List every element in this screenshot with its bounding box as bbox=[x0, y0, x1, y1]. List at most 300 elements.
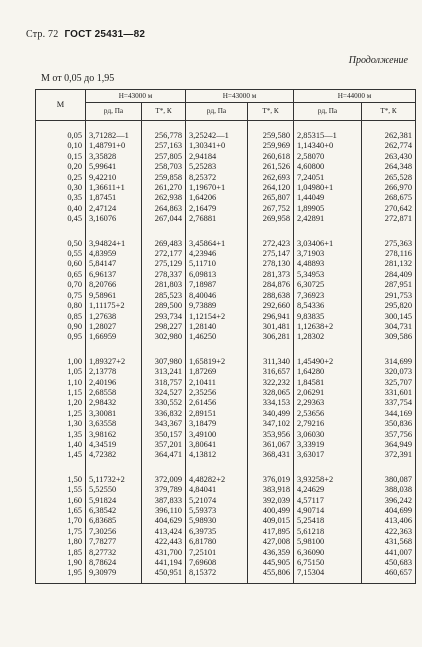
cell-m: 1,20 bbox=[36, 398, 86, 408]
cell-p2: 2,76881 bbox=[186, 214, 248, 224]
cell-t2: 261,526 bbox=[248, 162, 294, 172]
temperature-header: T*, К bbox=[362, 103, 416, 121]
cell-m: 1,80 bbox=[36, 537, 86, 547]
cell-p2: 1,28140 bbox=[186, 322, 248, 332]
cell-p3: 6,36090 bbox=[294, 548, 362, 558]
table-row bbox=[36, 430, 416, 440]
cell-t2: 281,373 bbox=[248, 270, 294, 280]
table-body bbox=[36, 121, 416, 584]
cell-p1: 2,13778 bbox=[86, 367, 142, 377]
cell-m: 1,60 bbox=[36, 496, 86, 506]
cell-p2: 8,15372 bbox=[186, 568, 248, 578]
table-row bbox=[36, 301, 416, 311]
cell-p1: 3,16076 bbox=[86, 214, 142, 224]
spacer-cell bbox=[248, 461, 294, 475]
cell-t1: 431,700 bbox=[142, 548, 186, 558]
table-row bbox=[36, 537, 416, 547]
cell-p2: 2,10411 bbox=[186, 378, 248, 388]
cell-t2: 264,120 bbox=[248, 183, 294, 193]
cell-p2: 6,39735 bbox=[186, 527, 248, 537]
cell-p1: 4,72382 bbox=[86, 450, 142, 460]
temperature-header: T*, К bbox=[142, 103, 186, 121]
spacer-cell bbox=[248, 343, 294, 357]
spacer-cell bbox=[36, 343, 86, 357]
cell-p3: 2,29363 bbox=[294, 398, 362, 408]
cell-t3: 284,409 bbox=[362, 270, 416, 280]
cell-t3: 344,169 bbox=[362, 409, 416, 419]
cell-t3: 337,754 bbox=[362, 398, 416, 408]
table-row bbox=[36, 214, 416, 224]
cell-p2: 7,25101 bbox=[186, 548, 248, 558]
table-row bbox=[36, 568, 416, 578]
cell-p3: 3,03406+1 bbox=[294, 239, 362, 249]
pressure-header: pд, Па bbox=[86, 103, 142, 121]
cell-t1: 269,483 bbox=[142, 239, 186, 249]
table-row bbox=[36, 548, 416, 558]
cell-p3: 1,44049 bbox=[294, 193, 362, 203]
cell-t2: 353,956 bbox=[248, 430, 294, 440]
cell-p1: 3,30081 bbox=[86, 409, 142, 419]
cell-p2: 1,87269 bbox=[186, 367, 248, 377]
table-row bbox=[36, 378, 416, 388]
cell-p2: 2,89151 bbox=[186, 409, 248, 419]
cell-p2: 2,16479 bbox=[186, 204, 248, 214]
cell-p3: 1,04980+1 bbox=[294, 183, 362, 193]
table-row bbox=[36, 558, 416, 568]
cell-m: 1,45 bbox=[36, 450, 86, 460]
cell-p1: 6,38542 bbox=[86, 506, 142, 516]
cell-p2: 4,84041 bbox=[186, 485, 248, 495]
continuation-label: Продолжение bbox=[348, 55, 408, 66]
cell-p1: 1,66959 bbox=[86, 332, 142, 342]
cell-t1: 256,778 bbox=[142, 131, 186, 141]
spacer-cell bbox=[294, 461, 362, 475]
spacer-cell bbox=[186, 579, 248, 584]
row-spacer bbox=[36, 343, 416, 357]
cell-t1: 413,424 bbox=[142, 527, 186, 537]
cell-p3: 7,24051 bbox=[294, 173, 362, 183]
cell-t3: 396,242 bbox=[362, 496, 416, 506]
cell-t2: 427,008 bbox=[248, 537, 294, 547]
table-row bbox=[36, 450, 416, 460]
table-row bbox=[36, 485, 416, 495]
spacer-cell bbox=[294, 579, 362, 584]
cell-p3: 1,45490+2 bbox=[294, 357, 362, 367]
cell-p1: 1,87451 bbox=[86, 193, 142, 203]
cell-m: 0,05 bbox=[36, 131, 86, 141]
cell-m: 1,85 bbox=[36, 548, 86, 558]
cell-t2: 306,281 bbox=[248, 332, 294, 342]
cell-t2: 267,752 bbox=[248, 204, 294, 214]
spacer-cell bbox=[36, 225, 86, 239]
cell-t2: 436,359 bbox=[248, 548, 294, 558]
cell-t3: 295,820 bbox=[362, 301, 416, 311]
cell-p1: 6,83685 bbox=[86, 516, 142, 526]
table-row bbox=[36, 204, 416, 214]
spacer-cell bbox=[142, 579, 186, 584]
cell-m: 1,30 bbox=[36, 419, 86, 429]
cell-t1: 298,227 bbox=[142, 322, 186, 332]
cell-p3: 4,90714 bbox=[294, 506, 362, 516]
cell-p2: 4,13812 bbox=[186, 450, 248, 460]
cell-t3: 331,601 bbox=[362, 388, 416, 398]
cell-t3: 350,836 bbox=[362, 419, 416, 429]
cell-m: 0,25 bbox=[36, 173, 86, 183]
cell-p1: 5,52550 bbox=[86, 485, 142, 495]
cell-p3: 3,71903 bbox=[294, 249, 362, 259]
cell-m: 1,65 bbox=[36, 506, 86, 516]
cell-p1: 4,34519 bbox=[86, 440, 142, 450]
cell-t2: 392,039 bbox=[248, 496, 294, 506]
table-row bbox=[36, 516, 416, 526]
table-row bbox=[36, 152, 416, 162]
cell-t1: 281,803 bbox=[142, 280, 186, 290]
cell-m: 0,10 bbox=[36, 141, 86, 151]
cell-t3: 357,756 bbox=[362, 430, 416, 440]
spacer-cell bbox=[186, 461, 248, 475]
cell-p2: 7,18987 bbox=[186, 280, 248, 290]
m-column-header: M bbox=[36, 90, 86, 121]
cell-t3: 266,970 bbox=[362, 183, 416, 193]
cell-p1: 9,30979 bbox=[86, 568, 142, 578]
cell-t1: 272,177 bbox=[142, 249, 186, 259]
cell-p1: 9,42210 bbox=[86, 173, 142, 183]
cell-p2: 3,45864+1 bbox=[186, 239, 248, 249]
cell-p3: 2,85315—1 bbox=[294, 131, 362, 141]
spacer-cell bbox=[294, 225, 362, 239]
cell-p3: 7,15304 bbox=[294, 568, 362, 578]
table-row bbox=[36, 239, 416, 249]
cell-t1: 261,270 bbox=[142, 183, 186, 193]
spacer-cell bbox=[86, 225, 142, 239]
cell-t1: 293,734 bbox=[142, 312, 186, 322]
cell-t3: 264,348 bbox=[362, 162, 416, 172]
cell-p1: 5,91824 bbox=[86, 496, 142, 506]
cell-p3: 4,24629 bbox=[294, 485, 362, 495]
table-row bbox=[36, 141, 416, 151]
spacer-cell bbox=[36, 579, 86, 584]
cell-p1: 3,98162 bbox=[86, 430, 142, 440]
cell-t2: 383,918 bbox=[248, 485, 294, 495]
cell-p2: 4,23946 bbox=[186, 249, 248, 259]
cell-t1: 264,863 bbox=[142, 204, 186, 214]
cell-t3: 314,699 bbox=[362, 357, 416, 367]
cell-t3: 320,073 bbox=[362, 367, 416, 377]
spacer-cell bbox=[362, 461, 416, 475]
cell-p3: 1,84581 bbox=[294, 378, 362, 388]
table-row bbox=[36, 259, 416, 269]
cell-t2: 400,499 bbox=[248, 506, 294, 516]
cell-m: 1,95 bbox=[36, 568, 86, 578]
table-row bbox=[36, 332, 416, 342]
cell-t2: 368,431 bbox=[248, 450, 294, 460]
cell-p1: 1,28027 bbox=[86, 322, 142, 332]
cell-m: 0,50 bbox=[36, 239, 86, 249]
cell-m: 1,15 bbox=[36, 388, 86, 398]
cell-m: 1,00 bbox=[36, 357, 86, 367]
cell-m: 1,55 bbox=[36, 485, 86, 495]
cell-p3: 5,61218 bbox=[294, 527, 362, 537]
cell-p3: 3,33919 bbox=[294, 440, 362, 450]
cell-m: 1,50 bbox=[36, 475, 86, 485]
cell-t2: 322,232 bbox=[248, 378, 294, 388]
cell-t1: 330,552 bbox=[142, 398, 186, 408]
cell-m: 0,65 bbox=[36, 270, 86, 280]
cell-t2: 272,423 bbox=[248, 239, 294, 249]
table-row bbox=[36, 527, 416, 537]
cell-p1: 5,99641 bbox=[86, 162, 142, 172]
cell-t1: 396,110 bbox=[142, 506, 186, 516]
cell-t2: 278,130 bbox=[248, 259, 294, 269]
cell-t3: 441,007 bbox=[362, 548, 416, 558]
document-code: ГОСТ 25431—82 bbox=[64, 29, 146, 40]
table-row bbox=[36, 506, 416, 516]
cell-m: 0,40 bbox=[36, 204, 86, 214]
cell-t2: 265,807 bbox=[248, 193, 294, 203]
cell-p3: 8,54336 bbox=[294, 301, 362, 311]
cell-p1: 3,63558 bbox=[86, 419, 142, 429]
cell-m: 1,35 bbox=[36, 430, 86, 440]
table-row bbox=[36, 496, 416, 506]
spacer-cell bbox=[86, 121, 142, 132]
cell-t3: 265,528 bbox=[362, 173, 416, 183]
cell-t1: 313,241 bbox=[142, 367, 186, 377]
cell-t3: 268,675 bbox=[362, 193, 416, 203]
cell-p2: 2,61456 bbox=[186, 398, 248, 408]
cell-t1: 267,044 bbox=[142, 214, 186, 224]
cell-p2: 8,40046 bbox=[186, 291, 248, 301]
cell-t3: 460,657 bbox=[362, 568, 416, 578]
cell-t1: 441,194 bbox=[142, 558, 186, 568]
altitude-header-2: H=43000 м bbox=[186, 90, 294, 103]
cell-t1: 357,201 bbox=[142, 440, 186, 450]
spacer-cell bbox=[142, 225, 186, 239]
cell-t3: 422,363 bbox=[362, 527, 416, 537]
spacer-cell bbox=[248, 579, 294, 584]
spacer-cell bbox=[362, 121, 416, 132]
cell-t3: 413,406 bbox=[362, 516, 416, 526]
cell-t1: 343,367 bbox=[142, 419, 186, 429]
cell-p1: 5,84147 bbox=[86, 259, 142, 269]
cell-p3: 1,14340+0 bbox=[294, 141, 362, 151]
cell-m: 0,30 bbox=[36, 183, 86, 193]
row-spacer bbox=[36, 121, 416, 132]
cell-t3: 270,642 bbox=[362, 204, 416, 214]
cell-t2: 347,102 bbox=[248, 419, 294, 429]
table-row bbox=[36, 398, 416, 408]
cell-p2: 5,21074 bbox=[186, 496, 248, 506]
cell-t3: 262,381 bbox=[362, 131, 416, 141]
cell-t2: 284,876 bbox=[248, 280, 294, 290]
cell-m: 0,85 bbox=[36, 312, 86, 322]
cell-p1: 5,11732+2 bbox=[86, 475, 142, 485]
cell-p2: 1,46250 bbox=[186, 332, 248, 342]
cell-m: 0,20 bbox=[36, 162, 86, 172]
cell-p2: 6,81780 bbox=[186, 537, 248, 547]
cell-t3: 287,951 bbox=[362, 280, 416, 290]
cell-p3: 3,93258+2 bbox=[294, 475, 362, 485]
table-row bbox=[36, 409, 416, 419]
cell-m: 0,75 bbox=[36, 291, 86, 301]
cell-t2: 259,969 bbox=[248, 141, 294, 151]
spacer-cell bbox=[186, 121, 248, 132]
spacer-cell bbox=[362, 579, 416, 584]
cell-t2: 361,067 bbox=[248, 440, 294, 450]
page-header bbox=[26, 29, 145, 40]
cell-p2: 3,80641 bbox=[186, 440, 248, 450]
cell-t2: 334,153 bbox=[248, 398, 294, 408]
cell-t1: 275,129 bbox=[142, 259, 186, 269]
cell-t3: 278,116 bbox=[362, 249, 416, 259]
cell-p2: 5,59373 bbox=[186, 506, 248, 516]
cell-t2: 311,340 bbox=[248, 357, 294, 367]
cell-t2: 409,015 bbox=[248, 516, 294, 526]
cell-p3: 1,28302 bbox=[294, 332, 362, 342]
row-spacer bbox=[36, 225, 416, 239]
cell-t3: 372,391 bbox=[362, 450, 416, 460]
table-row bbox=[36, 193, 416, 203]
cell-t3: 272,871 bbox=[362, 214, 416, 224]
spacer-cell bbox=[186, 343, 248, 357]
page-number: Стр. 72 bbox=[26, 29, 59, 40]
cell-p3: 7,36923 bbox=[294, 291, 362, 301]
table-row bbox=[36, 367, 416, 377]
cell-t1: 302,980 bbox=[142, 332, 186, 342]
cell-t1: 379,789 bbox=[142, 485, 186, 495]
cell-m: 0,70 bbox=[36, 280, 86, 290]
cell-t1: 422,443 bbox=[142, 537, 186, 547]
cell-t3: 388,038 bbox=[362, 485, 416, 495]
cell-p1: 2,68558 bbox=[86, 388, 142, 398]
cell-t3: 364,949 bbox=[362, 440, 416, 450]
cell-m: 0,45 bbox=[36, 214, 86, 224]
cell-p3: 4,48893 bbox=[294, 259, 362, 269]
cell-m: 1,25 bbox=[36, 409, 86, 419]
cell-p2: 4,48282+2 bbox=[186, 475, 248, 485]
spacer-cell bbox=[36, 121, 86, 132]
cell-p2: 1,65819+2 bbox=[186, 357, 248, 367]
cell-t3: 275,363 bbox=[362, 239, 416, 249]
cell-p2: 3,25242—1 bbox=[186, 131, 248, 141]
table-row bbox=[36, 131, 416, 141]
cell-p2: 5,11710 bbox=[186, 259, 248, 269]
cell-t2: 445,905 bbox=[248, 558, 294, 568]
cell-p3: 2,42891 bbox=[294, 214, 362, 224]
cell-t3: 304,731 bbox=[362, 322, 416, 332]
cell-t2: 292,660 bbox=[248, 301, 294, 311]
cell-p3: 1,89905 bbox=[294, 204, 362, 214]
cell-m: 1,10 bbox=[36, 378, 86, 388]
cell-t3: 450,683 bbox=[362, 558, 416, 568]
cell-t1: 364,471 bbox=[142, 450, 186, 460]
cell-p2: 1,30341+0 bbox=[186, 141, 248, 151]
cell-t3: 309,586 bbox=[362, 332, 416, 342]
cell-t3: 263,430 bbox=[362, 152, 416, 162]
row-spacer bbox=[36, 579, 416, 584]
spacer-cell bbox=[294, 121, 362, 132]
cell-p2: 6,09813 bbox=[186, 270, 248, 280]
cell-p1: 1,27638 bbox=[86, 312, 142, 322]
cell-t2: 262,693 bbox=[248, 173, 294, 183]
cell-p1: 7,78277 bbox=[86, 537, 142, 547]
temperature-header: T*, К bbox=[248, 103, 294, 121]
spacer-cell bbox=[362, 343, 416, 357]
spacer-cell bbox=[36, 461, 86, 475]
cell-t1: 289,500 bbox=[142, 301, 186, 311]
cell-t2: 301,481 bbox=[248, 322, 294, 332]
cell-m: 1,40 bbox=[36, 440, 86, 450]
row-spacer bbox=[36, 461, 416, 475]
cell-p2: 7,69608 bbox=[186, 558, 248, 568]
cell-t1: 404,629 bbox=[142, 516, 186, 526]
cell-p3: 1,12638+2 bbox=[294, 322, 362, 332]
spacer-cell bbox=[248, 225, 294, 239]
cell-m: 1,90 bbox=[36, 558, 86, 568]
cell-t3: 325,707 bbox=[362, 378, 416, 388]
cell-t2: 417,895 bbox=[248, 527, 294, 537]
cell-t1: 450,951 bbox=[142, 568, 186, 578]
cell-t1: 259,858 bbox=[142, 173, 186, 183]
cell-p3: 5,34953 bbox=[294, 270, 362, 280]
cell-t3: 281,132 bbox=[362, 259, 416, 269]
spacer-cell bbox=[248, 121, 294, 132]
table-row bbox=[36, 322, 416, 332]
cell-p1: 7,30256 bbox=[86, 527, 142, 537]
spacer-cell bbox=[186, 225, 248, 239]
cell-p1: 1,89327+2 bbox=[86, 357, 142, 367]
pressure-header: pд, Па bbox=[186, 103, 248, 121]
cell-p1: 8,20766 bbox=[86, 280, 142, 290]
cell-p3: 1,64280 bbox=[294, 367, 362, 377]
cell-t2: 269,958 bbox=[248, 214, 294, 224]
cell-p1: 3,94824+1 bbox=[86, 239, 142, 249]
cell-p2: 3,18479 bbox=[186, 419, 248, 429]
cell-p2: 1,64206 bbox=[186, 193, 248, 203]
cell-p3: 4,57117 bbox=[294, 496, 362, 506]
cell-p3: 3,06030 bbox=[294, 430, 362, 440]
table-row bbox=[36, 162, 416, 172]
cell-t2: 455,806 bbox=[248, 568, 294, 578]
altitude-header-1: H=43000 м bbox=[86, 90, 186, 103]
cell-p2: 2,35256 bbox=[186, 388, 248, 398]
cell-t2: 340,499 bbox=[248, 409, 294, 419]
cell-m: 0,80 bbox=[36, 301, 86, 311]
cell-t3: 300,145 bbox=[362, 312, 416, 322]
table-row bbox=[36, 291, 416, 301]
cell-p1: 8,27732 bbox=[86, 548, 142, 558]
cell-p3: 5,98100 bbox=[294, 537, 362, 547]
cell-p2: 1,12154+2 bbox=[186, 312, 248, 322]
cell-p1: 2,40196 bbox=[86, 378, 142, 388]
cell-t2: 275,147 bbox=[248, 249, 294, 259]
cell-m: 0,95 bbox=[36, 332, 86, 342]
cell-t2: 376,019 bbox=[248, 475, 294, 485]
cell-t3: 291,753 bbox=[362, 291, 416, 301]
spacer-cell bbox=[142, 461, 186, 475]
cell-p2: 5,25283 bbox=[186, 162, 248, 172]
cell-t3: 262,774 bbox=[362, 141, 416, 151]
cell-p1: 1,48791+0 bbox=[86, 141, 142, 151]
cell-t1: 257,805 bbox=[142, 152, 186, 162]
table-row bbox=[36, 357, 416, 367]
cell-m: 1,75 bbox=[36, 527, 86, 537]
cell-t1: 307,980 bbox=[142, 357, 186, 367]
cell-t2: 260,618 bbox=[248, 152, 294, 162]
cell-p2: 8,25372 bbox=[186, 173, 248, 183]
cell-t1: 387,833 bbox=[142, 496, 186, 506]
cell-p2: 3,49100 bbox=[186, 430, 248, 440]
cell-t1: 257,163 bbox=[142, 141, 186, 151]
